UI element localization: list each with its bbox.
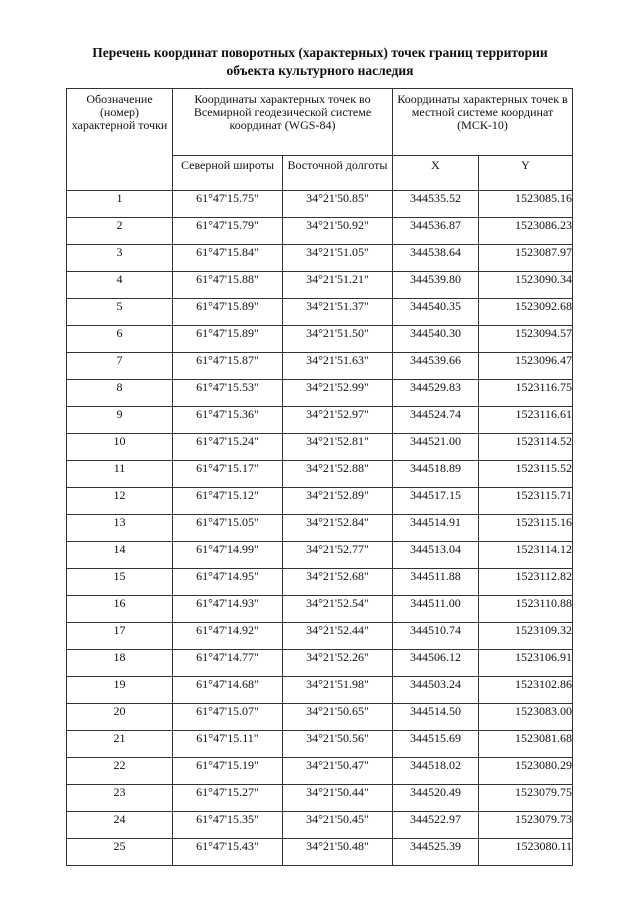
x-coordinate-cell: 344522.97	[393, 812, 479, 839]
x-coordinate-cell: 344525.39	[393, 839, 479, 866]
point-number-cell: 12	[67, 488, 173, 515]
coordinates-table	[66, 88, 573, 866]
table-row	[67, 299, 573, 326]
longitude-cell: 34°21'50.65"	[283, 704, 393, 731]
longitude-cell: 34°21'52.77"	[283, 542, 393, 569]
point-number-cell: 21	[67, 731, 173, 758]
y-coordinate-cell: 1523110.88	[479, 596, 573, 623]
point-number-cell: 16	[67, 596, 173, 623]
point-number-cell: 4	[67, 272, 173, 299]
x-coordinate-cell: 344517.15	[393, 488, 479, 515]
table-row	[67, 569, 573, 596]
latitude-cell: 61°47'15.24"	[173, 434, 283, 461]
x-coordinate-cell: 344511.88	[393, 569, 479, 596]
y-coordinate-cell: 1523080.29	[479, 758, 573, 785]
point-number-cell: 25	[67, 839, 173, 866]
x-coordinate-cell: 344514.50	[393, 704, 479, 731]
latitude-cell: 61°47'15.35"	[173, 812, 283, 839]
table-row	[67, 839, 573, 866]
x-coordinate-cell: 344540.30	[393, 326, 479, 353]
x-coordinate-cell: 344518.02	[393, 758, 479, 785]
y-coordinate-cell: 1523116.75	[479, 380, 573, 407]
y-coordinate-cell: 1523086.23	[479, 218, 573, 245]
header-latitude: Северной широты	[173, 156, 283, 191]
point-number-cell: 6	[67, 326, 173, 353]
longitude-cell: 34°21'52.26"	[283, 650, 393, 677]
title-line-2: объекта культурного наследия	[226, 63, 414, 78]
point-number-cell: 3	[67, 245, 173, 272]
point-number-cell: 8	[67, 380, 173, 407]
longitude-cell: 34°21'51.21"	[283, 272, 393, 299]
point-number-cell: 2	[67, 218, 173, 245]
x-coordinate-cell: 344539.80	[393, 272, 479, 299]
table-row	[67, 353, 573, 380]
table-row	[67, 488, 573, 515]
x-coordinate-cell: 344536.87	[393, 218, 479, 245]
y-coordinate-cell: 1523079.73	[479, 812, 573, 839]
latitude-cell: 61°47'15.84"	[173, 245, 283, 272]
y-coordinate-cell: 1523102.86	[479, 677, 573, 704]
point-number-cell: 5	[67, 299, 173, 326]
y-coordinate-cell: 1523106.91	[479, 650, 573, 677]
table-row	[67, 515, 573, 542]
latitude-cell: 61°47'15.05"	[173, 515, 283, 542]
point-number-cell: 22	[67, 758, 173, 785]
longitude-cell: 34°21'52.84"	[283, 515, 393, 542]
x-coordinate-cell: 344513.04	[393, 542, 479, 569]
table-row	[67, 218, 573, 245]
point-number-cell: 18	[67, 650, 173, 677]
latitude-cell: 61°47'15.88"	[173, 272, 283, 299]
latitude-cell: 61°47'15.89"	[173, 299, 283, 326]
table-row	[67, 407, 573, 434]
point-number-cell: 13	[67, 515, 173, 542]
longitude-cell: 34°21'51.63"	[283, 353, 393, 380]
table-row	[67, 380, 573, 407]
x-coordinate-cell: 344529.83	[393, 380, 479, 407]
document-title	[0, 44, 640, 80]
longitude-cell: 34°21'52.68"	[283, 569, 393, 596]
longitude-cell: 34°21'50.56"	[283, 731, 393, 758]
y-coordinate-cell: 1523112.82	[479, 569, 573, 596]
table-row	[67, 758, 573, 785]
table-row	[67, 650, 573, 677]
longitude-cell: 34°21'51.50"	[283, 326, 393, 353]
longitude-cell: 34°21'52.44"	[283, 623, 393, 650]
latitude-cell: 61°47'15.17"	[173, 461, 283, 488]
y-coordinate-cell: 1523085.16	[479, 191, 573, 218]
latitude-cell: 61°47'15.75"	[173, 191, 283, 218]
y-coordinate-cell: 1523080.11	[479, 839, 573, 866]
y-coordinate-cell: 1523115.16	[479, 515, 573, 542]
point-number-cell: 10	[67, 434, 173, 461]
latitude-cell: 61°47'15.11"	[173, 731, 283, 758]
latitude-cell: 61°47'14.92"	[173, 623, 283, 650]
latitude-cell: 61°47'15.27"	[173, 785, 283, 812]
table-row	[67, 542, 573, 569]
latitude-cell: 61°47'14.93"	[173, 596, 283, 623]
table-row	[67, 272, 573, 299]
x-coordinate-cell: 344535.52	[393, 191, 479, 218]
y-coordinate-cell: 1523092.68	[479, 299, 573, 326]
point-number-cell: 23	[67, 785, 173, 812]
x-coordinate-cell: 344540.35	[393, 299, 479, 326]
longitude-cell: 34°21'52.99"	[283, 380, 393, 407]
table-row	[67, 461, 573, 488]
table-body	[67, 191, 573, 866]
y-coordinate-cell: 1523096.47	[479, 353, 573, 380]
y-coordinate-cell: 1523115.71	[479, 488, 573, 515]
table-row	[67, 326, 573, 353]
longitude-cell: 34°21'51.05"	[283, 245, 393, 272]
table-row	[67, 731, 573, 758]
x-coordinate-cell: 344510.74	[393, 623, 479, 650]
longitude-cell: 34°21'52.88"	[283, 461, 393, 488]
latitude-cell: 61°47'14.77"	[173, 650, 283, 677]
latitude-cell: 61°47'15.53"	[173, 380, 283, 407]
point-number-cell: 15	[67, 569, 173, 596]
latitude-cell: 61°47'15.07"	[173, 704, 283, 731]
latitude-cell: 61°47'15.36"	[173, 407, 283, 434]
point-number-cell: 20	[67, 704, 173, 731]
point-number-cell: 14	[67, 542, 173, 569]
point-number-cell: 24	[67, 812, 173, 839]
header-y: Y	[479, 156, 573, 191]
table-row	[67, 596, 573, 623]
y-coordinate-cell: 1523114.52	[479, 434, 573, 461]
y-coordinate-cell: 1523079.75	[479, 785, 573, 812]
table-row	[67, 785, 573, 812]
latitude-cell: 61°47'15.43"	[173, 839, 283, 866]
point-number-cell: 17	[67, 623, 173, 650]
x-coordinate-cell: 344520.49	[393, 785, 479, 812]
x-coordinate-cell: 344539.66	[393, 353, 479, 380]
point-number-cell: 1	[67, 191, 173, 218]
y-coordinate-cell: 1523090.34	[479, 272, 573, 299]
longitude-cell: 34°21'50.45"	[283, 812, 393, 839]
point-number-cell: 9	[67, 407, 173, 434]
longitude-cell: 34°21'52.97"	[283, 407, 393, 434]
header-wgs84-group: Координаты характерных точек во Всемирной геодезической системе координат (WGS-84)	[173, 89, 393, 156]
latitude-cell: 61°47'15.19"	[173, 758, 283, 785]
x-coordinate-cell: 344518.89	[393, 461, 479, 488]
y-coordinate-cell: 1523081.68	[479, 731, 573, 758]
table-row	[67, 623, 573, 650]
y-coordinate-cell: 1523115.52	[479, 461, 573, 488]
table-row	[67, 812, 573, 839]
latitude-cell: 61°47'15.89"	[173, 326, 283, 353]
longitude-cell: 34°21'50.44"	[283, 785, 393, 812]
latitude-cell: 61°47'14.68"	[173, 677, 283, 704]
x-coordinate-cell: 344511.00	[393, 596, 479, 623]
x-coordinate-cell: 344521.00	[393, 434, 479, 461]
table-row	[67, 191, 573, 218]
longitude-cell: 34°21'51.37"	[283, 299, 393, 326]
point-number-cell: 7	[67, 353, 173, 380]
longitude-cell: 34°21'50.85"	[283, 191, 393, 218]
table-row	[67, 245, 573, 272]
table-row	[67, 704, 573, 731]
latitude-cell: 61°47'15.12"	[173, 488, 283, 515]
longitude-cell: 34°21'51.98"	[283, 677, 393, 704]
x-coordinate-cell: 344506.12	[393, 650, 479, 677]
table-row	[67, 434, 573, 461]
x-coordinate-cell: 344515.69	[393, 731, 479, 758]
y-coordinate-cell: 1523116.61	[479, 407, 573, 434]
longitude-cell: 34°21'52.54"	[283, 596, 393, 623]
y-coordinate-cell: 1523083.00	[479, 704, 573, 731]
latitude-cell: 61°47'14.95"	[173, 569, 283, 596]
header-longitude: Восточной долготы	[283, 156, 393, 191]
x-coordinate-cell: 344503.24	[393, 677, 479, 704]
latitude-cell: 61°47'15.87"	[173, 353, 283, 380]
y-coordinate-cell: 1523114.12	[479, 542, 573, 569]
y-coordinate-cell: 1523109.32	[479, 623, 573, 650]
x-coordinate-cell: 344538.64	[393, 245, 479, 272]
y-coordinate-cell: 1523087.97	[479, 245, 573, 272]
point-number-cell: 11	[67, 461, 173, 488]
latitude-cell: 61°47'14.99"	[173, 542, 283, 569]
longitude-cell: 34°21'50.47"	[283, 758, 393, 785]
latitude-cell: 61°47'15.79"	[173, 218, 283, 245]
title-line-1: Перечень координат поворотных (характерных) точек границ территории	[92, 45, 548, 60]
header-point-label: Обозначение (номер) характерной точки	[67, 89, 173, 191]
y-coordinate-cell: 1523094.57	[479, 326, 573, 353]
x-coordinate-cell: 344524.74	[393, 407, 479, 434]
x-coordinate-cell: 344514.91	[393, 515, 479, 542]
header-x: X	[393, 156, 479, 191]
point-number-cell: 19	[67, 677, 173, 704]
header-msk10-group: Координаты характерных точек в местной системе координат (МСК-10)	[393, 89, 573, 156]
longitude-cell: 34°21'50.92"	[283, 218, 393, 245]
longitude-cell: 34°21'50.48"	[283, 839, 393, 866]
longitude-cell: 34°21'52.89"	[283, 488, 393, 515]
table-row	[67, 677, 573, 704]
longitude-cell: 34°21'52.81"	[283, 434, 393, 461]
